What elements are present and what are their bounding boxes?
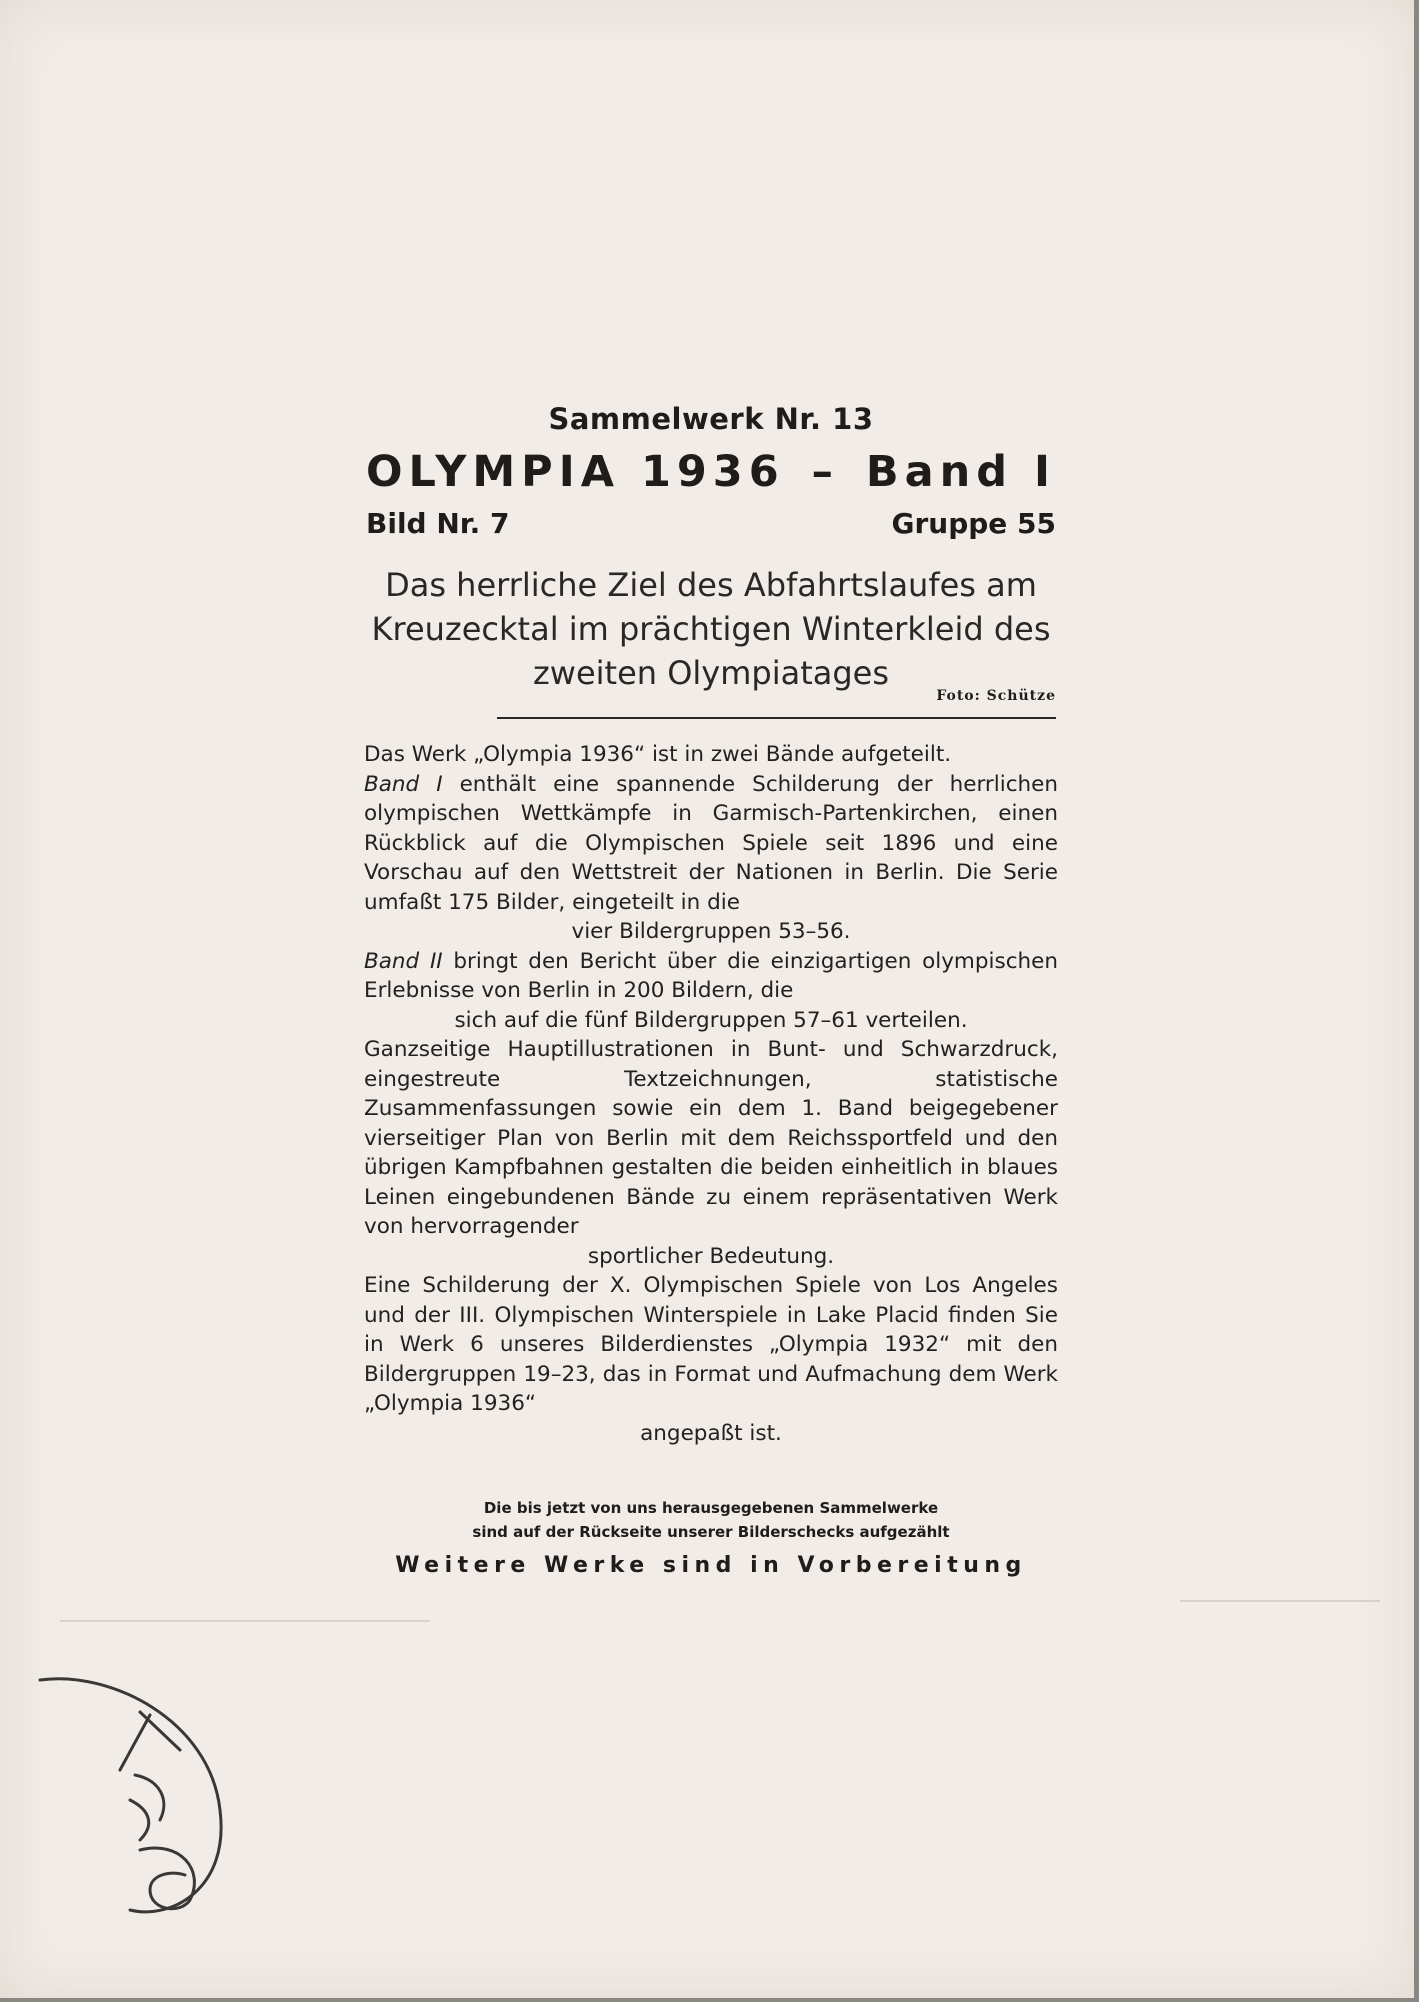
pencil-price-note-icon (20, 1660, 260, 1940)
paper-crease (60, 1620, 430, 1622)
band-1-label: Band I (364, 771, 443, 797)
photo-credit: Foto: Schütze (936, 688, 1056, 704)
title-dash: – (811, 447, 839, 497)
title-band: Band I (865, 447, 1056, 497)
series-title (366, 447, 1056, 497)
caption-line: Kreuzecktal im prächtigen Winterkleid des (371, 610, 1051, 648)
series-number: Sammelwerk Nr. 13 (548, 402, 874, 436)
paragraph-illustrations: Ganzseitige Hauptillustrationen in Bunt- und Schwarzdruck, eingestreute Textzeichnungen, statistische Zusammenfassungen sowie ein dem 1. Band beigegebener vierseitiger Plan von Berlin mit dem Reichssportfeld und den übrigen Kampfbahnen gestalten die beiden einheitlich in blaues Leinen eingebundenen Bände zu einem repräsentativen Werk von hervorragender (364, 1037, 1058, 1239)
title-olympia: OLYMPIA 1936 (366, 447, 785, 497)
group-number: Gruppe 55 (891, 507, 1056, 540)
more-works-note: Weitere Werke sind in Vorbereitung (395, 1553, 1027, 1578)
paragraph-olympia-1932-end: angepaßt ist. (640, 1420, 782, 1446)
paragraph-illustrations-end: sportlicher Bedeutung. (587, 1243, 835, 1269)
series-hint: Die bis jetzt von uns herausgegebenen Sammelwerke sind auf der Rückseite unserer Bilderschecks aufgezählt (472, 1499, 950, 1541)
paragraph-band-1: Band I enthält eine spannende Schilderung der herrlichen olympischen Wettkämpfe in Garmisch-Partenkirchen, einen Rückblick auf die Olympischen Spiele seit 1896 und eine Vorschau auf den Wettstreit der Nationen in Berlin. Die Serie umfaßt 175 Bilder, eingeteilt in die (364, 771, 1058, 915)
divider (497, 717, 1056, 719)
paragraph-intro: Das Werk „Olympia 1936“ ist in zwei Bände aufgeteilt. (364, 742, 952, 767)
picture-info-row (366, 507, 1056, 540)
picture-caption (366, 563, 1056, 695)
picture-number: Bild Nr. 7 (366, 507, 510, 540)
caption-line: Das herrliche Ziel des Abfahrtslaufes am (385, 566, 1037, 604)
description-text (364, 740, 1058, 1448)
caption-line: zweiten Olympiatages (532, 654, 890, 692)
paragraph-band-2: Band II bringt den Bericht über die einzigartigen olympischen Erlebnisse von Berlin in 200 Bildern, die (364, 948, 1058, 1003)
paper-crease (1180, 1600, 1380, 1602)
paragraph-olympia-1932: Eine Schilderung der X. Olympischen Spiele von Los Angeles und der III. Olympischen Winterspiele in Lake Placid finden Sie in Werk 6 unseres Bilderdienstes „Olympia 1932“ mit den Bildergruppen 19–23, das in Format und Aufmachung dem Werk „Olympia 1936“ (364, 1273, 1058, 1416)
paragraph-band-2-end: sich auf die fünf Bildergruppen 57–61 verteilen. (454, 1007, 968, 1033)
band-2-label: Band II (364, 948, 443, 974)
paragraph-band-1-end: vier Bildergruppen 53–56. (571, 919, 851, 944)
